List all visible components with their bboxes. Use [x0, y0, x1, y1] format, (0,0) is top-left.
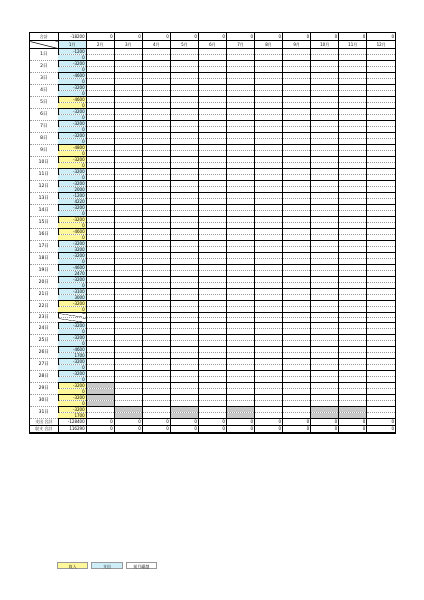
month-total: 0: [226, 33, 254, 41]
day-value: 4220: [58, 199, 86, 205]
day-value: -3200: [58, 383, 86, 389]
summary-value: 0: [255, 426, 283, 433]
day-value: 0: [58, 103, 86, 109]
day-label: 1日: [30, 49, 58, 61]
header-corner: [30, 41, 58, 49]
header-total-row: [30, 33, 395, 41]
month-total: 0: [367, 33, 395, 41]
day-value: 0: [58, 67, 86, 73]
day-label: 28日: [30, 371, 58, 383]
month-header: 4月: [142, 41, 170, 49]
day-value: 1700: [58, 353, 86, 359]
day-value: 0: [58, 235, 86, 241]
day-value: -4600: [58, 229, 86, 235]
day-value: 1700: [58, 413, 86, 419]
legend-carryover: 前月繰越: [126, 562, 157, 569]
day-value: -3200: [58, 133, 86, 139]
month-total: 0: [283, 33, 311, 41]
header-month-row: [30, 41, 395, 49]
day-value: -4600: [58, 265, 86, 271]
month-header: 11月: [339, 41, 367, 49]
summary-value: 0: [339, 419, 367, 426]
day-value: -3200: [58, 359, 86, 365]
day-value: -3200: [58, 205, 86, 211]
month-header: 9月: [283, 41, 311, 49]
day-value: -3200: [58, 253, 86, 259]
day-value: -3200: [58, 323, 86, 329]
day-value: 0: [58, 223, 86, 229]
day-value: -4800: [58, 145, 86, 151]
month-header: 8月: [255, 41, 283, 49]
summary-value: 0: [142, 426, 170, 433]
day-label: 30日: [30, 395, 58, 407]
day-value: 0: [58, 127, 86, 133]
summary-value: 0: [226, 419, 254, 426]
day-label: 24日: [30, 323, 58, 335]
day-value: -3200: [58, 277, 86, 283]
month-total: 0: [255, 33, 283, 41]
day-label: 9日: [30, 145, 58, 157]
color-legend: [57, 562, 157, 569]
day-label: 18日: [30, 253, 58, 265]
summary-value: 0: [367, 419, 395, 426]
day-label: 16日: [30, 229, 58, 241]
day-value: 0: [58, 163, 86, 169]
month-total: 0: [311, 33, 339, 41]
day-value: 0: [58, 401, 86, 407]
day-value: 0: [58, 341, 86, 347]
day-value: 0: [58, 79, 86, 85]
day-value: 2470: [58, 271, 86, 277]
summary-value: 0: [367, 426, 395, 433]
day-label: 7日: [30, 121, 58, 133]
month-total: -18200: [58, 33, 86, 41]
day-label: 31日: [30, 407, 58, 419]
day-value: 0: [58, 55, 86, 61]
day-value: 0: [58, 175, 86, 181]
day-label: 6日: [30, 109, 58, 121]
day-value: 0: [58, 307, 86, 313]
summary-value: 0: [283, 426, 311, 433]
household-budget-sheet: [29, 32, 396, 434]
total-label: 合計: [30, 33, 58, 41]
day-value: -4600: [58, 73, 86, 79]
day-value: -3200: [58, 241, 86, 247]
day-label: 3日: [30, 73, 58, 85]
day-label: 23日: [30, 313, 58, 323]
day-value: 0: [58, 329, 86, 335]
day-label: 10日: [30, 157, 58, 169]
summary-value: 0: [226, 426, 254, 433]
day-value: -1200: [58, 193, 86, 199]
summary-value: 0: [198, 426, 226, 433]
summary-value: 116290: [58, 426, 86, 433]
day-value: 3000: [58, 295, 86, 301]
day-value: 0: [58, 365, 86, 371]
day-value: -3200: [58, 109, 86, 115]
day-value: -3200: [58, 85, 86, 91]
day-label: 20日: [30, 277, 58, 289]
day-value: 0: [58, 115, 86, 121]
day-value: 0: [58, 389, 86, 395]
summary-value: 0: [198, 419, 226, 426]
summary-value: -128400: [58, 419, 86, 426]
summary-value: 0: [114, 426, 142, 433]
day-value: -3200: [58, 121, 86, 127]
day-label: 26日: [30, 347, 58, 359]
day-value: -3200: [58, 301, 86, 307]
day-label: 19日: [30, 265, 58, 277]
month-total: 0: [170, 33, 198, 41]
day-value: 0: [58, 91, 86, 97]
summary-label: 支出 合計: [30, 419, 58, 426]
day-value: 0: [58, 139, 86, 145]
day-value: 2000: [58, 187, 86, 193]
day-label: 14日: [30, 205, 58, 217]
day-value: 0: [58, 259, 86, 265]
day-label: 5日: [30, 97, 58, 109]
day-label: 8日: [30, 133, 58, 145]
day-value: -3100: [58, 289, 86, 295]
day-value: -1200: [58, 49, 86, 55]
month-header: 12月: [367, 41, 395, 49]
day-label: 13日: [30, 193, 58, 205]
day-value: -3200: [58, 335, 86, 341]
day-value: -3200: [58, 395, 86, 401]
legend-income: 収入: [57, 562, 88, 569]
day-value: 3200: [58, 247, 86, 253]
day-value: -3200: [58, 181, 86, 187]
day-value: 0: [58, 377, 86, 383]
day-value: -4600: [58, 347, 86, 353]
summary-value: 0: [114, 419, 142, 426]
month-header: 2月: [86, 41, 114, 49]
summary-value: 0: [170, 419, 198, 426]
month-header: 5月: [170, 41, 198, 49]
day-label: 12日: [30, 181, 58, 193]
day-value: 0: [58, 211, 86, 217]
summary-row: [30, 426, 395, 433]
summary-row: [30, 419, 395, 426]
day-label: 2日: [30, 61, 58, 73]
day-value: 0: [58, 151, 86, 157]
summary-value: 0: [311, 426, 339, 433]
day-value: -4600: [58, 97, 86, 103]
month-total: 0: [86, 33, 114, 41]
month-header: 3月: [114, 41, 142, 49]
summary-value: 0: [339, 426, 367, 433]
month-header: 10月: [311, 41, 339, 49]
month-total: 0: [142, 33, 170, 41]
day-value: -3200: [58, 371, 86, 377]
month-total: 0: [198, 33, 226, 41]
day-value: -3200: [58, 61, 86, 67]
summary-value: 0: [311, 419, 339, 426]
day-label: 25日: [30, 335, 58, 347]
summary-value: 0: [283, 419, 311, 426]
summary-value: 0: [170, 426, 198, 433]
day-label: 17日: [30, 241, 58, 253]
day-label: 15日: [30, 217, 58, 229]
legend-expense: 支出: [91, 562, 122, 569]
budget-table: [30, 33, 395, 433]
day-value: -3200: [58, 169, 86, 175]
day-label: 22日: [30, 301, 58, 313]
month-header: 1月: [58, 41, 86, 49]
day-label: 4日: [30, 85, 58, 97]
day-value: 0: [58, 283, 86, 289]
day-value: -3200: [58, 217, 86, 223]
day-value: -3200: [58, 157, 86, 163]
summary-value: 0: [86, 419, 114, 426]
summary-label: 収支 合計: [30, 426, 58, 433]
day-label: 27日: [30, 359, 58, 371]
month-header: 6月: [198, 41, 226, 49]
month-header: 7月: [226, 41, 254, 49]
day-label: 29日: [30, 383, 58, 395]
day-value: -3200: [58, 407, 86, 413]
summary-value: 0: [86, 426, 114, 433]
summary-value: 0: [255, 419, 283, 426]
month-total: 0: [114, 33, 142, 41]
summary-value: 0: [142, 419, 170, 426]
day-label: 21日: [30, 289, 58, 301]
day-label: 11日: [30, 169, 58, 181]
month-total: 0: [339, 33, 367, 41]
